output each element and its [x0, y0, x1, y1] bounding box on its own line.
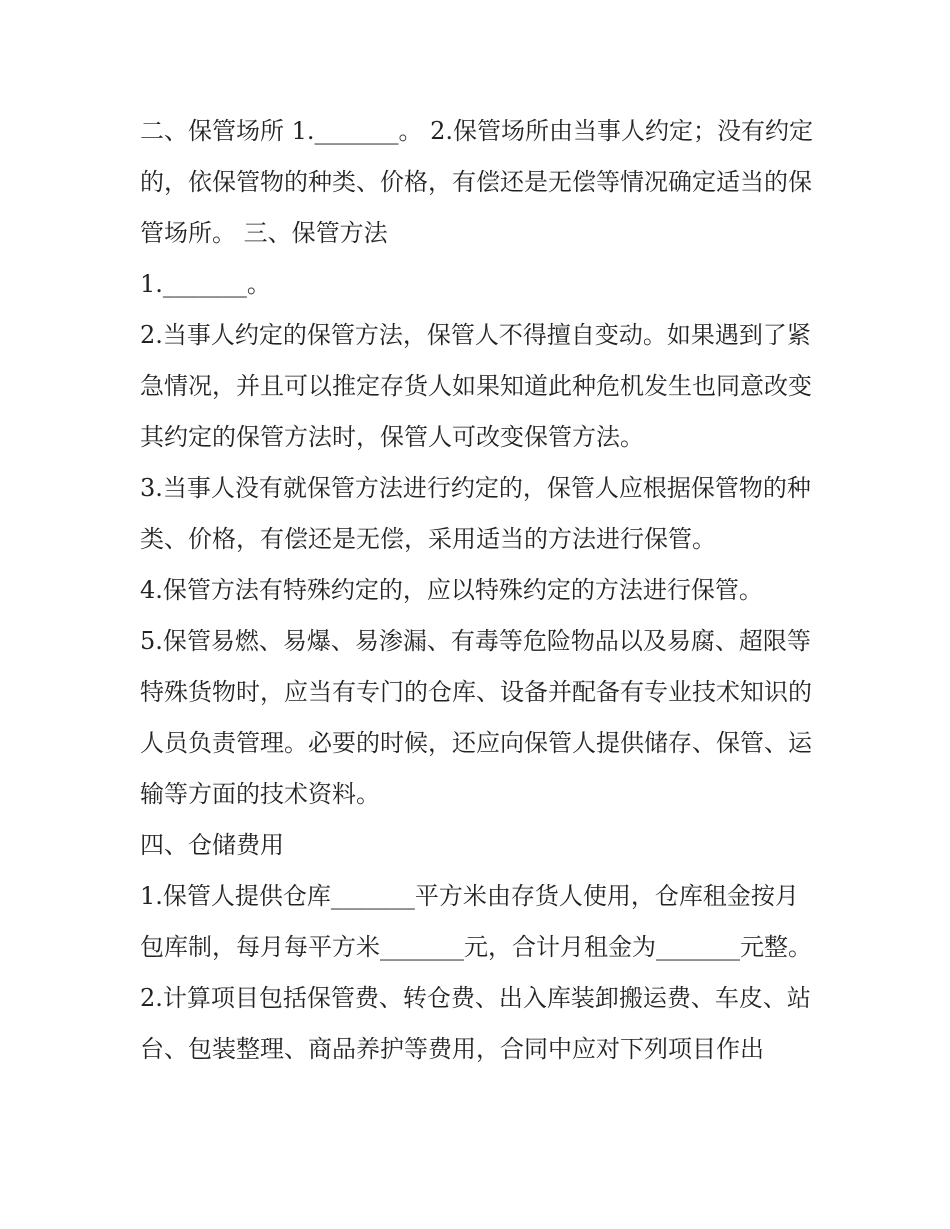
paragraph-method-5: 5.保管易燃、易爆、易渗漏、有毒等危险物品以及易腐、超限等特殊货物时，应当有专门的仓库、设备并配备有专业技术知识的人员负责管理。必要的时候，还应向保管人提供储存、保管、运输等方面的技术资料。 — [140, 627, 812, 808]
paragraph-method-2: 2.当事人约定的保管方法，保管人不得擅自变动。如果遇到了紧急情况，并且可以推定存货人如果知道此种危机发生也同意改变其约定的保管方法时，保管人可改变保管方法。 — [140, 321, 812, 451]
paragraph-storage-place: 二、保管场所 1._______。 2.保管场所由当事人约定；没有约定的，依保管物的种类、价格，有偿还是无偿等情况确定适当的保管场所。 三、保管方法 — [140, 117, 814, 247]
document-page — [140, 106, 820, 1075]
section-heading-storage-fees: 四、仓储费用 — [140, 831, 284, 859]
paragraph-method-4: 4.保管方法有特殊约定的，应以特殊约定的方法进行保管。 — [140, 576, 763, 604]
paragraph-fees-1: 1.保管人提供仓库_______平方米由存货人使用，仓库租金按月包库制，每月每平方米_______元，合计月租金为_______元整。 — [140, 882, 812, 961]
paragraph-fees-2: 2.计算项目包括保管费、转仓费、出入库装卸搬运费、车皮、站台、包装整理、商品养护等费用，合同中应对下列项目作出 — [140, 984, 811, 1063]
paragraph-method-1: 1._______。 — [140, 270, 271, 298]
paragraph-method-3: 3.当事人没有就保管方法进行约定的，保管人应根据保管物的种类、价格，有偿还是无偿，采用适当的方法进行保管。 — [140, 474, 811, 553]
